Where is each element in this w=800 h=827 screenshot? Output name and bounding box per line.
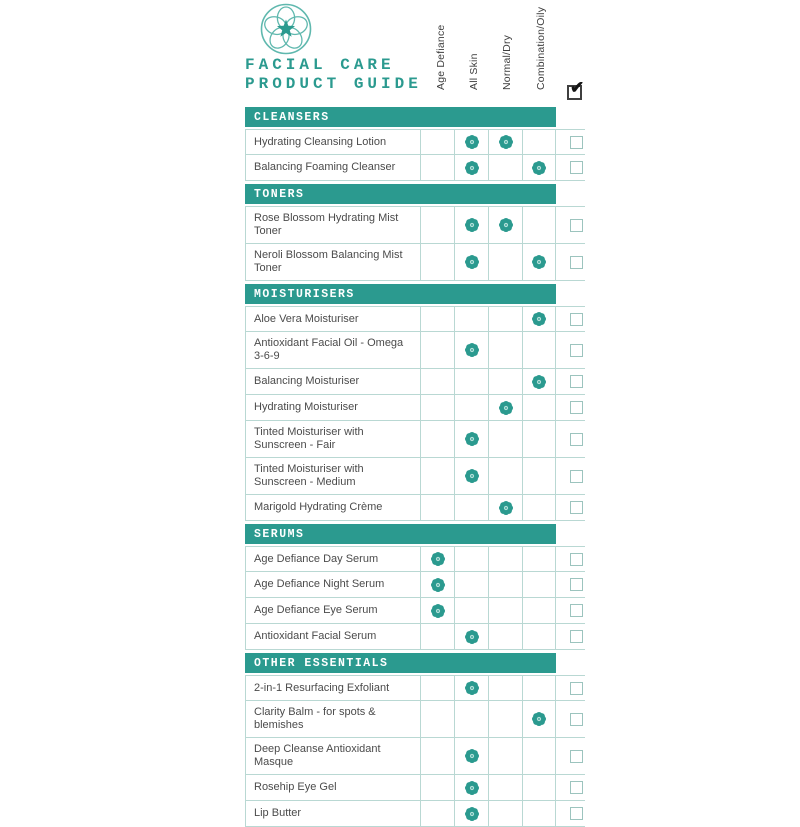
product-name: Tinted Moisturiser with Sunscreen - Fair — [245, 421, 420, 457]
mark-cell — [454, 207, 488, 243]
product-row — [245, 155, 585, 181]
product-row — [245, 244, 585, 281]
check-icon: ✔ — [570, 78, 585, 97]
mark-cell — [488, 458, 522, 494]
product-name: Clarity Balm - for spots & blemishes — [245, 701, 420, 737]
mark-cell — [454, 369, 488, 394]
mark-cell — [488, 495, 522, 520]
mark-cell — [420, 775, 454, 800]
mark-cell — [454, 738, 488, 774]
mark-cell — [522, 676, 556, 700]
mark-cell — [420, 395, 454, 420]
mark-cell — [454, 572, 488, 597]
flower-icon — [465, 807, 479, 821]
mark-cell — [454, 395, 488, 420]
product-name: Rose Blossom Hydrating Mist Toner — [245, 207, 420, 243]
flower-icon — [465, 432, 479, 446]
product-row — [245, 395, 585, 421]
product-name: Marigold Hydrating Crème — [245, 495, 420, 520]
flower-icon — [532, 375, 546, 389]
mark-cell — [420, 458, 454, 494]
row-checkbox[interactable] — [570, 781, 583, 794]
product-name: Hydrating Cleansing Lotion — [245, 130, 420, 154]
mark-cell — [522, 701, 556, 737]
row-checkbox-cell — [556, 307, 585, 331]
product-row — [245, 332, 585, 369]
mark-cell — [488, 207, 522, 243]
column-label-1: Age Defiance — [435, 24, 447, 90]
mark-cell — [420, 495, 454, 520]
product-row — [245, 675, 585, 701]
mark-cell — [488, 738, 522, 774]
section-title: SERUMS — [254, 527, 305, 541]
product-name: Deep Cleanse Antioxidant Masque — [245, 738, 420, 774]
flower-icon — [465, 749, 479, 763]
mark-cell — [488, 676, 522, 700]
row-checkbox-cell — [556, 369, 585, 394]
flower-icon — [465, 343, 479, 357]
mark-cell — [454, 701, 488, 737]
section-header — [245, 284, 556, 304]
flower-icon — [465, 218, 479, 232]
mark-cell — [522, 801, 556, 826]
mark-cell — [488, 775, 522, 800]
row-checkbox[interactable] — [570, 501, 583, 514]
mark-cell — [522, 395, 556, 420]
mark-cell — [488, 332, 522, 368]
mark-cell — [522, 207, 556, 243]
mark-cell — [522, 547, 556, 571]
section-header — [245, 107, 556, 127]
flower-icon — [499, 218, 513, 232]
row-checkbox[interactable] — [570, 401, 583, 414]
flower-icon — [532, 712, 546, 726]
product-row — [245, 495, 585, 521]
column-label-4: Combination/Oily — [535, 6, 547, 90]
product-name: Balancing Foaming Cleanser — [245, 155, 420, 180]
row-checkbox[interactable] — [570, 136, 583, 149]
mark-cell — [522, 421, 556, 457]
mark-cell — [420, 801, 454, 826]
product-row — [245, 206, 585, 244]
row-checkbox-cell — [556, 676, 585, 700]
mark-cell — [488, 701, 522, 737]
flower-icon — [532, 255, 546, 269]
mark-cell — [488, 244, 522, 280]
product-row — [245, 624, 585, 650]
product-row — [245, 598, 585, 624]
mark-cell — [420, 676, 454, 700]
mark-cell — [522, 775, 556, 800]
mark-cell — [522, 458, 556, 494]
mark-cell — [488, 307, 522, 331]
mark-cell — [454, 624, 488, 649]
mark-cell — [420, 369, 454, 394]
mark-cell — [420, 738, 454, 774]
row-checkbox[interactable] — [570, 604, 583, 617]
row-checkbox[interactable] — [570, 578, 583, 591]
mark-cell — [420, 547, 454, 571]
section-header — [245, 524, 556, 544]
section-title: TONERS — [254, 187, 305, 201]
flower-icon — [532, 161, 546, 175]
product-row — [245, 546, 585, 572]
mark-cell — [420, 421, 454, 457]
mark-cell — [522, 369, 556, 394]
mark-cell — [454, 801, 488, 826]
mark-cell — [522, 130, 556, 154]
product-name: Balancing Moisturiser — [245, 369, 420, 394]
row-checkbox[interactable] — [570, 682, 583, 695]
mark-cell — [420, 598, 454, 623]
product-name: Rosehip Eye Gel — [245, 775, 420, 800]
row-checkbox[interactable] — [570, 433, 583, 446]
row-checkbox[interactable] — [570, 630, 583, 643]
mark-cell — [522, 244, 556, 280]
row-checkbox[interactable] — [570, 161, 583, 174]
product-name: Antioxidant Facial Oil - Omega 3-6-9 — [245, 332, 420, 368]
mark-cell — [420, 155, 454, 180]
row-checkbox-cell — [556, 701, 585, 737]
mark-cell — [522, 495, 556, 520]
flower-icon — [499, 135, 513, 149]
product-row — [245, 701, 585, 738]
product-row — [245, 775, 585, 801]
mark-cell — [420, 624, 454, 649]
top-checkbox[interactable] — [567, 78, 585, 100]
mark-cell — [488, 572, 522, 597]
flower-icon — [465, 681, 479, 695]
product-row — [245, 369, 585, 395]
mark-cell — [522, 155, 556, 180]
product-row — [245, 129, 585, 155]
product-name: 2-in-1 Resurfacing Exfoliant — [245, 676, 420, 700]
mark-cell — [420, 244, 454, 280]
row-checkbox[interactable] — [570, 344, 583, 357]
row-checkbox-cell — [556, 598, 585, 623]
product-name: Aloe Vera Moisturiser — [245, 307, 420, 331]
row-checkbox-cell — [556, 775, 585, 800]
flower-icon — [465, 630, 479, 644]
mark-cell — [454, 676, 488, 700]
flower-icon — [532, 312, 546, 326]
row-checkbox[interactable] — [570, 470, 583, 483]
mark-cell — [522, 738, 556, 774]
mark-cell — [522, 332, 556, 368]
row-checkbox[interactable] — [570, 553, 583, 566]
row-checkbox-cell — [556, 244, 585, 280]
product-row — [245, 738, 585, 775]
product-name: Hydrating Moisturiser — [245, 395, 420, 420]
mark-cell — [488, 598, 522, 623]
row-checkbox-cell — [556, 547, 585, 571]
row-checkbox[interactable] — [570, 256, 583, 269]
row-checkbox-cell — [556, 395, 585, 420]
row-checkbox-cell — [556, 738, 585, 774]
flower-icon — [431, 578, 445, 592]
column-labels — [0, 0, 800, 107]
mark-cell — [522, 598, 556, 623]
flower-icon — [465, 469, 479, 483]
row-checkbox[interactable] — [570, 219, 583, 232]
row-checkbox[interactable] — [570, 807, 583, 820]
mark-cell — [420, 572, 454, 597]
product-name: Age Defiance Night Serum — [245, 572, 420, 597]
mark-cell — [420, 130, 454, 154]
mark-cell — [420, 207, 454, 243]
mark-cell — [420, 307, 454, 331]
mark-cell — [488, 421, 522, 457]
section-title: CLEANSERS — [254, 110, 330, 124]
row-checkbox[interactable] — [570, 313, 583, 326]
mark-cell — [454, 775, 488, 800]
product-table — [245, 107, 585, 827]
row-checkbox-cell — [556, 155, 585, 180]
row-checkbox-cell — [556, 458, 585, 494]
row-checkbox[interactable] — [570, 713, 583, 726]
mark-cell — [488, 624, 522, 649]
product-row — [245, 458, 585, 495]
row-checkbox-cell — [556, 130, 585, 154]
row-checkbox-cell — [556, 421, 585, 457]
product-name: Tinted Moisturiser with Sunscreen - Medium — [245, 458, 420, 494]
flower-icon — [431, 604, 445, 618]
row-checkbox-cell — [556, 207, 585, 243]
mark-cell — [454, 332, 488, 368]
mark-cell — [488, 155, 522, 180]
product-name: Neroli Blossom Balancing Mist Toner — [245, 244, 420, 280]
row-checkbox[interactable] — [570, 750, 583, 763]
row-checkbox-cell — [556, 572, 585, 597]
mark-cell — [488, 547, 522, 571]
mark-cell — [454, 598, 488, 623]
product-name: Age Defiance Day Serum — [245, 547, 420, 571]
mark-cell — [454, 307, 488, 331]
mark-cell — [454, 244, 488, 280]
section-header — [245, 184, 556, 204]
mark-cell — [522, 572, 556, 597]
flower-icon — [431, 552, 445, 566]
mark-cell — [522, 307, 556, 331]
mark-cell — [454, 547, 488, 571]
mark-cell — [454, 421, 488, 457]
row-checkbox-cell — [556, 624, 585, 649]
page-title-line1: FACIAL CARE — [245, 56, 395, 74]
section-header — [245, 653, 556, 673]
flower-icon — [465, 255, 479, 269]
row-checkbox-cell — [556, 495, 585, 520]
flower-icon — [465, 135, 479, 149]
flower-icon — [465, 161, 479, 175]
mark-cell — [420, 701, 454, 737]
mark-cell — [420, 332, 454, 368]
flower-icon — [499, 501, 513, 515]
row-checkbox[interactable] — [570, 375, 583, 388]
product-row — [245, 572, 585, 598]
mark-cell — [454, 155, 488, 180]
page-title-line2: PRODUCT GUIDE — [245, 75, 422, 93]
row-checkbox-cell — [556, 801, 585, 826]
column-label-3: Normal/Dry — [501, 34, 513, 90]
flower-icon — [499, 401, 513, 415]
product-row — [245, 306, 585, 332]
section-title: MOISTURISERS — [254, 287, 355, 301]
mark-cell — [488, 395, 522, 420]
mark-cell — [454, 495, 488, 520]
product-name: Lip Butter — [245, 801, 420, 826]
mark-cell — [522, 624, 556, 649]
product-row — [245, 801, 585, 827]
mark-cell — [454, 458, 488, 494]
column-label-2: All Skin — [468, 53, 480, 90]
row-checkbox-cell — [556, 332, 585, 368]
mark-cell — [488, 369, 522, 394]
section-title: OTHER ESSENTIALS — [254, 656, 389, 670]
flower-icon — [465, 781, 479, 795]
product-row — [245, 421, 585, 458]
mark-cell — [488, 130, 522, 154]
product-name: Age Defiance Eye Serum — [245, 598, 420, 623]
mark-cell — [488, 801, 522, 826]
mark-cell — [454, 130, 488, 154]
product-name: Antioxidant Facial Serum — [245, 624, 420, 649]
